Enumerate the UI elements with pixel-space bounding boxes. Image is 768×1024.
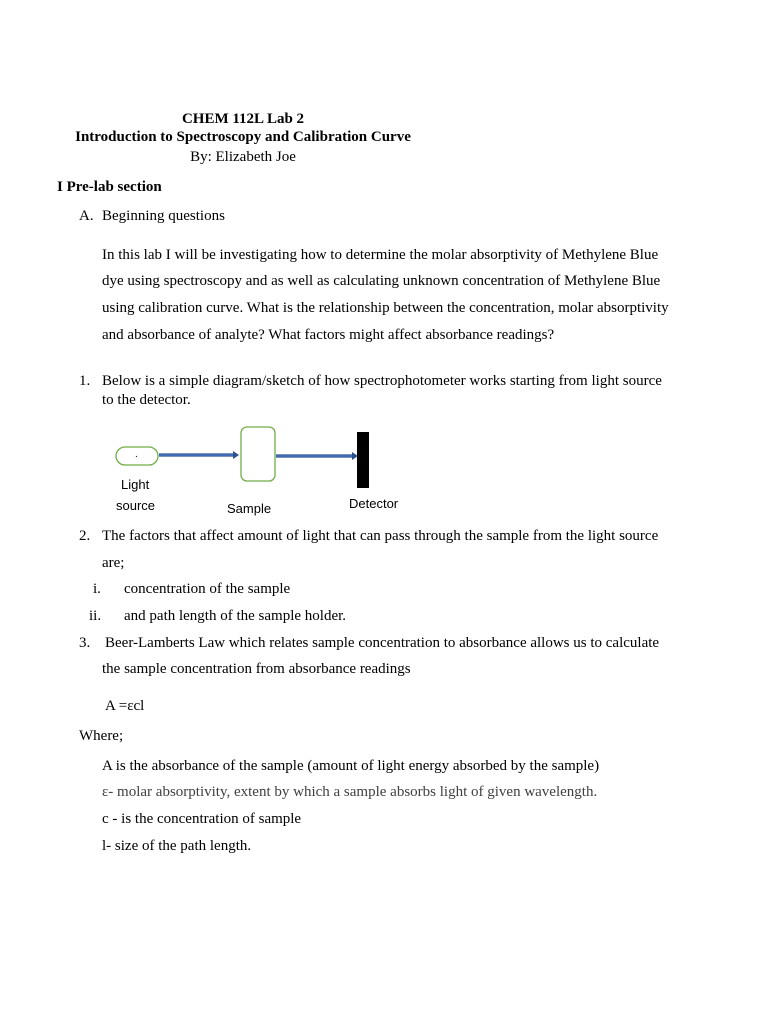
- detector-shape: [357, 432, 369, 488]
- intro-line: dye using spectroscopy and as well as calculating unknown concentration of Methylene Blue: [102, 273, 661, 289]
- intro-line: In this lab I will be investigating how to determine the molar absorptivity of Methylene Blue: [102, 247, 659, 263]
- item-1-line: to the detector.: [102, 392, 191, 408]
- section-heading: I Pre-lab section: [57, 179, 162, 195]
- item-3-number: 3.: [79, 635, 91, 651]
- definition-line: c - is the concentration of sample: [102, 811, 302, 827]
- item-2-line: The factors that affect amount of light that can pass through the sample from the light source: [102, 528, 659, 544]
- detector-label: Detector: [349, 496, 399, 511]
- light-source-label: Light: [121, 477, 150, 492]
- sample-label: Sample: [227, 501, 272, 516]
- subsection-label: Beginning questions: [102, 208, 225, 224]
- item-1-line: Below is a simple diagram/sketch of how spectrophotometer works starting from light source: [102, 373, 662, 389]
- author-line: By: Elizabeth Joe: [190, 149, 296, 165]
- light-source-dot: .: [135, 449, 138, 460]
- item-2-number: 2.: [79, 528, 91, 544]
- item-2-line: are;: [102, 555, 125, 571]
- definition-line: l- size of the path length.: [102, 838, 252, 854]
- sample-shape: [241, 427, 275, 481]
- subitem-marker: i.: [93, 581, 101, 597]
- subsection-marker: A.: [79, 208, 94, 224]
- definition-line: A is the absorbance of the sample (amount of light energy absorbed by the sample): [102, 758, 600, 774]
- where-label: Where;: [79, 728, 124, 744]
- formula-rhs: εcl: [127, 698, 145, 714]
- formula-lhs: A =: [105, 698, 128, 714]
- item-3-line: Beer-Lamberts Law which relates sample concentration to absorbance allows us to calculate: [105, 635, 660, 651]
- definition-line: ε- molar absorptivity, extent by which a sample absorbs light of given wavelength.: [102, 784, 598, 800]
- item-1-number: 1.: [79, 373, 91, 389]
- subitem-text: and path length of the sample holder.: [124, 608, 347, 624]
- light-source-label: source: [116, 498, 156, 513]
- document-title: Introduction to Spectroscopy and Calibration Curve: [75, 129, 411, 145]
- course-title: CHEM 112L Lab 2: [181, 111, 305, 127]
- subitem-marker: ii.: [89, 608, 102, 624]
- beer-lambert-formula: [105, 698, 144, 715]
- intro-line: using calibration curve. What is the relationship between the concentration, molar absorptivity: [102, 300, 669, 316]
- arrow-head: [233, 451, 239, 459]
- subitem-text: concentration of the sample: [124, 581, 291, 597]
- intro-line: and absorbance of analyte? What factors might affect absorbance readings?: [102, 327, 555, 343]
- item-3-line: the sample concentration from absorbance readings: [102, 661, 411, 677]
